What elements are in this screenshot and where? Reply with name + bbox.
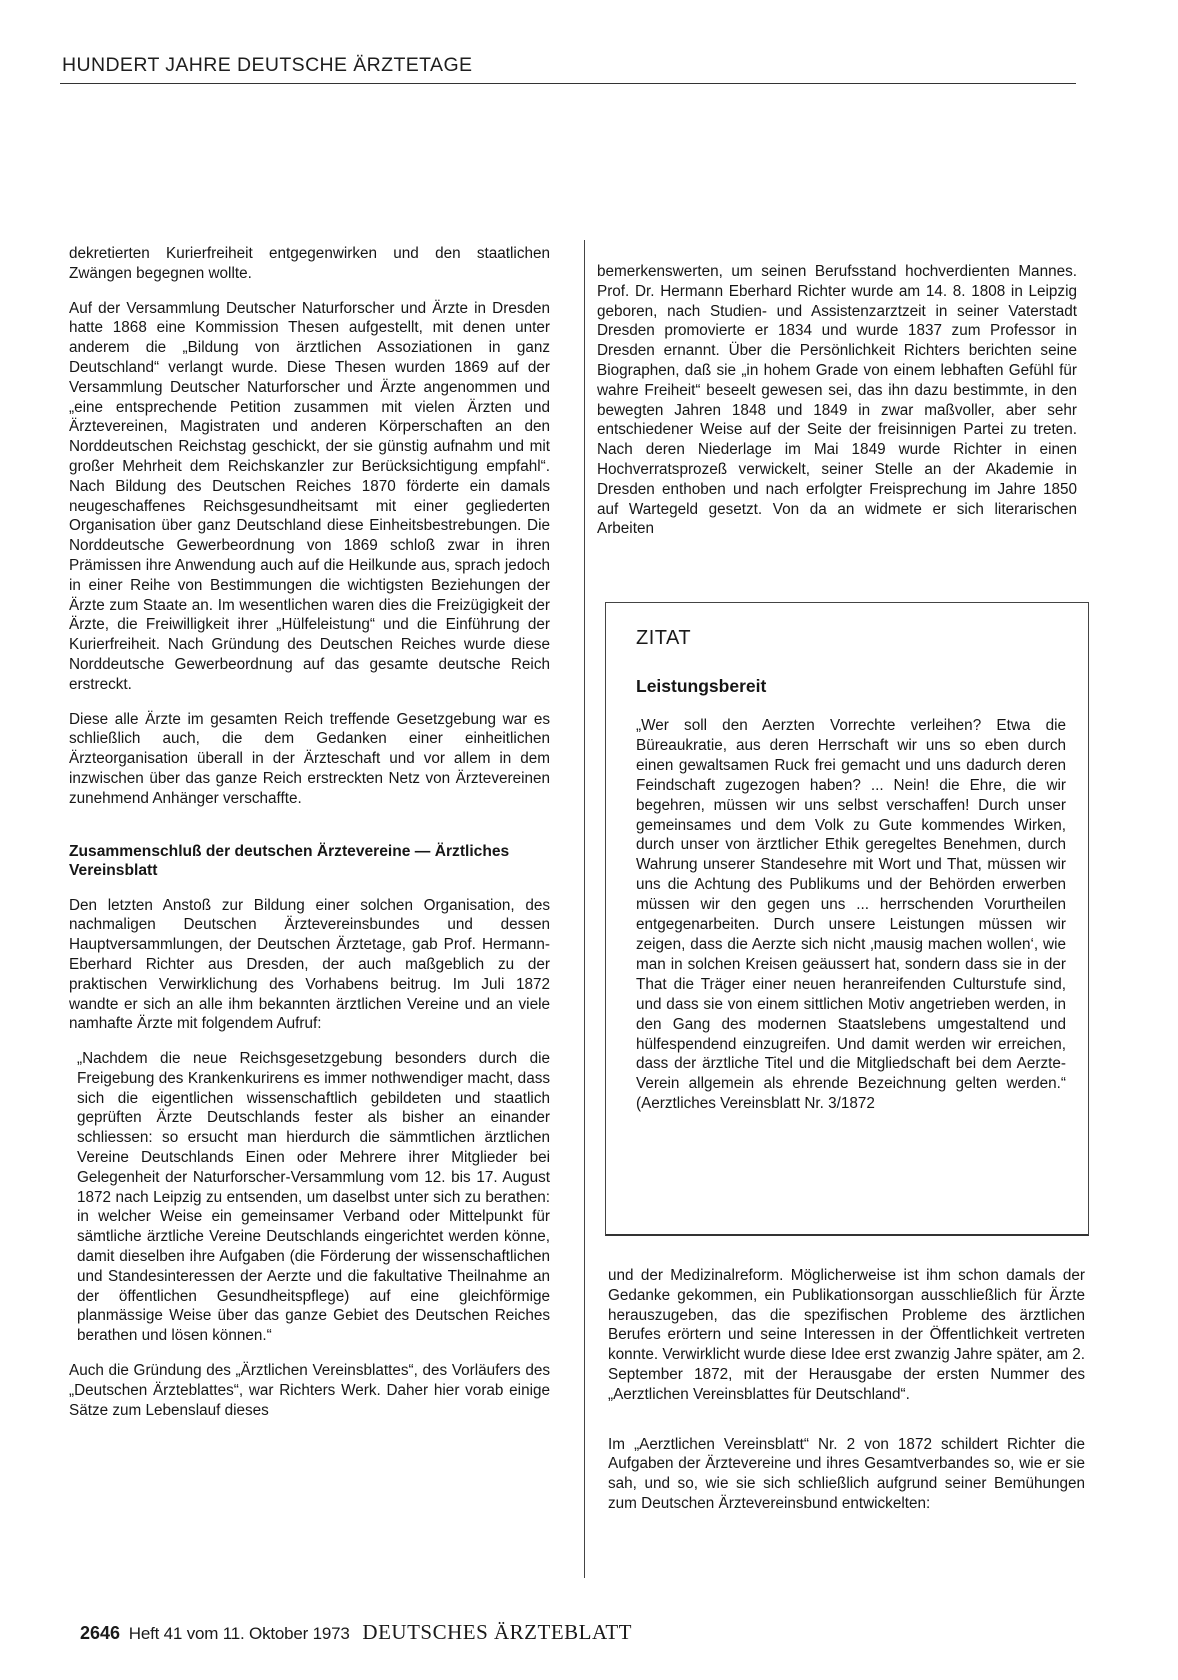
- paragraph: Im „Aerztlichen Vereinsblatt“ Nr. 2 von 1872 schildert Richter die Aufgaben der Ärztevereine und ihres Gesamtverbandes so, wie er sie sah, und so, wie sie sich schließlich aufgrund seiner Bemühungen zum Deutschen Ärztevereinsbund entwickelten:: [608, 1435, 1085, 1512]
- right-column-top: [597, 262, 1077, 554]
- quote-box: [605, 602, 1089, 1236]
- section-heading: Zusammenschluß der deutschen Ärztevereine — Ärztliches Vereinsblatt: [69, 842, 510, 880]
- running-header: HUNDERT JAHRE DEUTSCHE ÄRZTETAGE: [62, 54, 473, 76]
- appeal-quote: „Nachdem die neue Reichsgesetzgebung besonders durch die Freigebung des Krankenkurirens es immer nothwendiger macht, dass sich die eigentlichen wissenschaftlich gebildeten und staatlich geprüften Ärzte Deutschlands fester als bisher an einander schliessen: so ersucht man hierdurch die sämmtlichen ärztlichen Vereine Deutschlands Einen oder Mehrere ihrer Mitglieder bei Gelegenheit der Naturforscher-Versammlung vom 12. bis 17. August 1872 nach Leipzig zu entsenden, um daselbst unter sich zu berathen: in welcher Weise ein gemeinsamer Verband oder Mittelpunkt für sämtliche ärztliche Vereine Deutschlands eingerichtet werden könne, damit dieselben ihre Aufgaben (die Förderung der wissenschaftlichen und Standesinteressen der Aerzte und die fakultative Theilnahme an der öffentlichen Gesundheitspflege) auf eine gleichförmige planmässige Weise über das ganze Gebiet des Deutschen Reiches berathen und lösen können.“: [77, 1050, 550, 1345]
- paragraph: bemerkenswerten, um seinen Berufsstand hochverdienten Mannes. Prof. Dr. Hermann Eberhard Richter wurde am 14. 8. 1808 in Leipzig geboren, nach Studien- und Assistenzarztzeit in seiner Vaterstadt Dresden promovierte er 1834 und wurde 1837 zum Professor in Dresden ernannt. Über die Persönlichkeit Richters berichten seine Biographen, daß sie „in hohem Grade von einem lebhaften Gefühl für wahre Freiheit“ beseelt gewesen sei, das ihn dazu bestimmte, in den bewegten Jahren 1848 und 1849 in zwar maßvoller, aber sehr entschiedener Weise auf der Seite der freisinnigen Partei zu treten. Nach deren Niederlage im Mai 1849 wurde Richter in einen Hochverratsprozeß verwickelt, seiner Stelle an der Akademie in Dresden enthoben und nach erfolgter Freisprechung im Jahre 1850 auf Wartegeld gesetzt. Von da an widmete er sich literarischen Arbeiten: [597, 263, 1077, 538]
- page-footer: [80, 1620, 632, 1645]
- left-column: [69, 244, 550, 1435]
- paragraph: Diese alle Ärzte im gesamten Reich treffende Gesetzgebung war es schließlich auch, die dem Gedanken einer einheitlichen Ärzteorganisation überall in der Ärzteschaft und vor allem in dem inzwischen über das ganze Reich erstreckten Netz von Ärztevereinen zunehmend Anhänger verschaffte.: [69, 710, 550, 807]
- issue-info: Heft 41 vom 11. Oktober 1973: [128, 1624, 350, 1643]
- right-column-bottom: [608, 1266, 1085, 1529]
- quote-title: Leistungsbereit: [636, 676, 767, 696]
- page-number: 2646: [80, 1623, 121, 1643]
- header-rule: [60, 83, 1076, 84]
- quote-text: „Wer soll den Aerzten Vorrechte verleihen? Etwa die Büreaukratie, aus deren Herrschaft wir uns so eben durch einen gewaltsamen Ruck frei gemacht und uns dadurch deren Feindschaft zugezogen haben? ... Nein! die Ehre, die wir begehren, müssen wir uns selbst verschaffen! Durch unser gemeinsames und dem Volk zu Gute kommendes Wirken, durch unser von ärztlicher Ethik geregeltes Benehmen, durch Wahrung unserer Standesehre mit Wort und That, müssen wir uns die Achtung des Publikums und der Behörden erwerben müssen wir den gegen uns ... herrschenden Vorurtheilen entgegenarbeiten. Durch unsere Leistungen müssen wir zeigen, dass die Aerzte sich nicht ‚mausig machen wollen‘, wie man in solchen Kreisen geäussert hat, sondern dass sie in der That die Träger einer neuen heranreifenden Culturstufe sind, und dass sie von einem sittlichen Motiv angetrieben werden, in den Gang des modernen Staatslebens umgestaltend und hülfespendend einzugreifen. Und damit werden wir erreichen, dass der ärztliche Titel und die Mitgliedschaft bei dem Aerzte-Verein allgemein als ehrende Bezeichnung gelten werden.“ (Aerztliches Vereinsblatt Nr. 3/1872: [636, 717, 1066, 1113]
- paragraph: Auch die Gründung des „Ärztlichen Vereinsblattes“, des Vorläufers des „Deutschen Ärzteblattes“, war Richters Werk. Daher hier vorab einige Sätze zum Lebenslauf dieses: [69, 1362, 550, 1419]
- journal-name: DEUTSCHES ÄRZTEBLATT: [362, 1620, 632, 1644]
- paragraph: und der Medizinalreform. Möglicherweise ist ihm schon damals der Gedanke gekommen, ein Publikationsorgan ausschließlich für Ärzte herauszugeben, das die spezifischen Probleme des ärztlichen Berufes erörtern und seine Interessen in der Öffentlichkeit vertreten konnte. Verwirklicht wurde diese Idee erst zwanzig Jahre später, am 2. September 1872, mit der Herausgabe der ersten Nummer des „Aerztlichen Vereinsblattes für Deutschland“.: [608, 1267, 1085, 1403]
- paragraph: Den letzten Anstoß zur Bildung einer solchen Organisation, des nachmaligen Deutschen Ärztevereinsbundes und dessen Hauptversammlungen, der Deutschen Ärztetage, gab Prof. Hermann-Eberhard Richter aus Dresden, der auch maßgeblich zu der praktischen Verwirklichung des Vorhabens beitrug. Im Juli 1872 wandte er sich an alle ihm bekannten ärztlichen Vereine und an viele namhafte Ärzte mit folgendem Aufruf:: [69, 896, 550, 1033]
- column-divider: [584, 240, 585, 1578]
- paragraph: dekretierten Kurierfreiheit entgegenwirken und den staatlichen Zwängen begegnen wollte.: [69, 245, 550, 282]
- quote-label: ZITAT: [636, 627, 692, 649]
- paragraph: Auf der Versammlung Deutscher Naturforscher und Ärzte in Dresden hatte 1868 eine Kommission Thesen aufgestellt, mit denen unter anderem die „Bildung von ärztlichen Assoziationen in ganz Deutschland“ verlangt wurde. Diese Thesen wurden 1869 auf der Versammlung Deutscher Naturforscher und Ärzte angenommen und „eine entsprechende Petition zusammen mit vielen Ärzten und Ärztevereinen, Magistraten und anderen Körperschaften an den Norddeutschen Reichstag geschickt, der sie günstig aufnahm und mit großer Mehrheit dem Reichskanzler zur Berücksichtigung empfahl“. Nach Bildung des Deutschen Reiches 1870 förderte ein damals neugeschaffenes Reichsgesundheitsamt mit einer gegliederten Organisation über ganz Deutschland diese Einheitsbestrebungen. Die Norddeutsche Gewerbeordnung von 1869 schloß zwar in ihren Prämissen ihre Anwendung auch auf die Heilkunde aus, sprach jedoch in einer Reihe von Bestimmungen die wichtigsten Beziehungen der Ärzte zum Staate an. Im wesentlichen waren dies die Freizügigkeit der Ärzte, die Freiwilligkeit ihrer „Hülfeleistung“ und die Einführung der Kurierfreiheit. Nach Gründung des Deutschen Reiches wurde diese Norddeutsche Gewerbeordnung auf das gesamte deutsche Reich erstreckt.: [69, 299, 550, 693]
